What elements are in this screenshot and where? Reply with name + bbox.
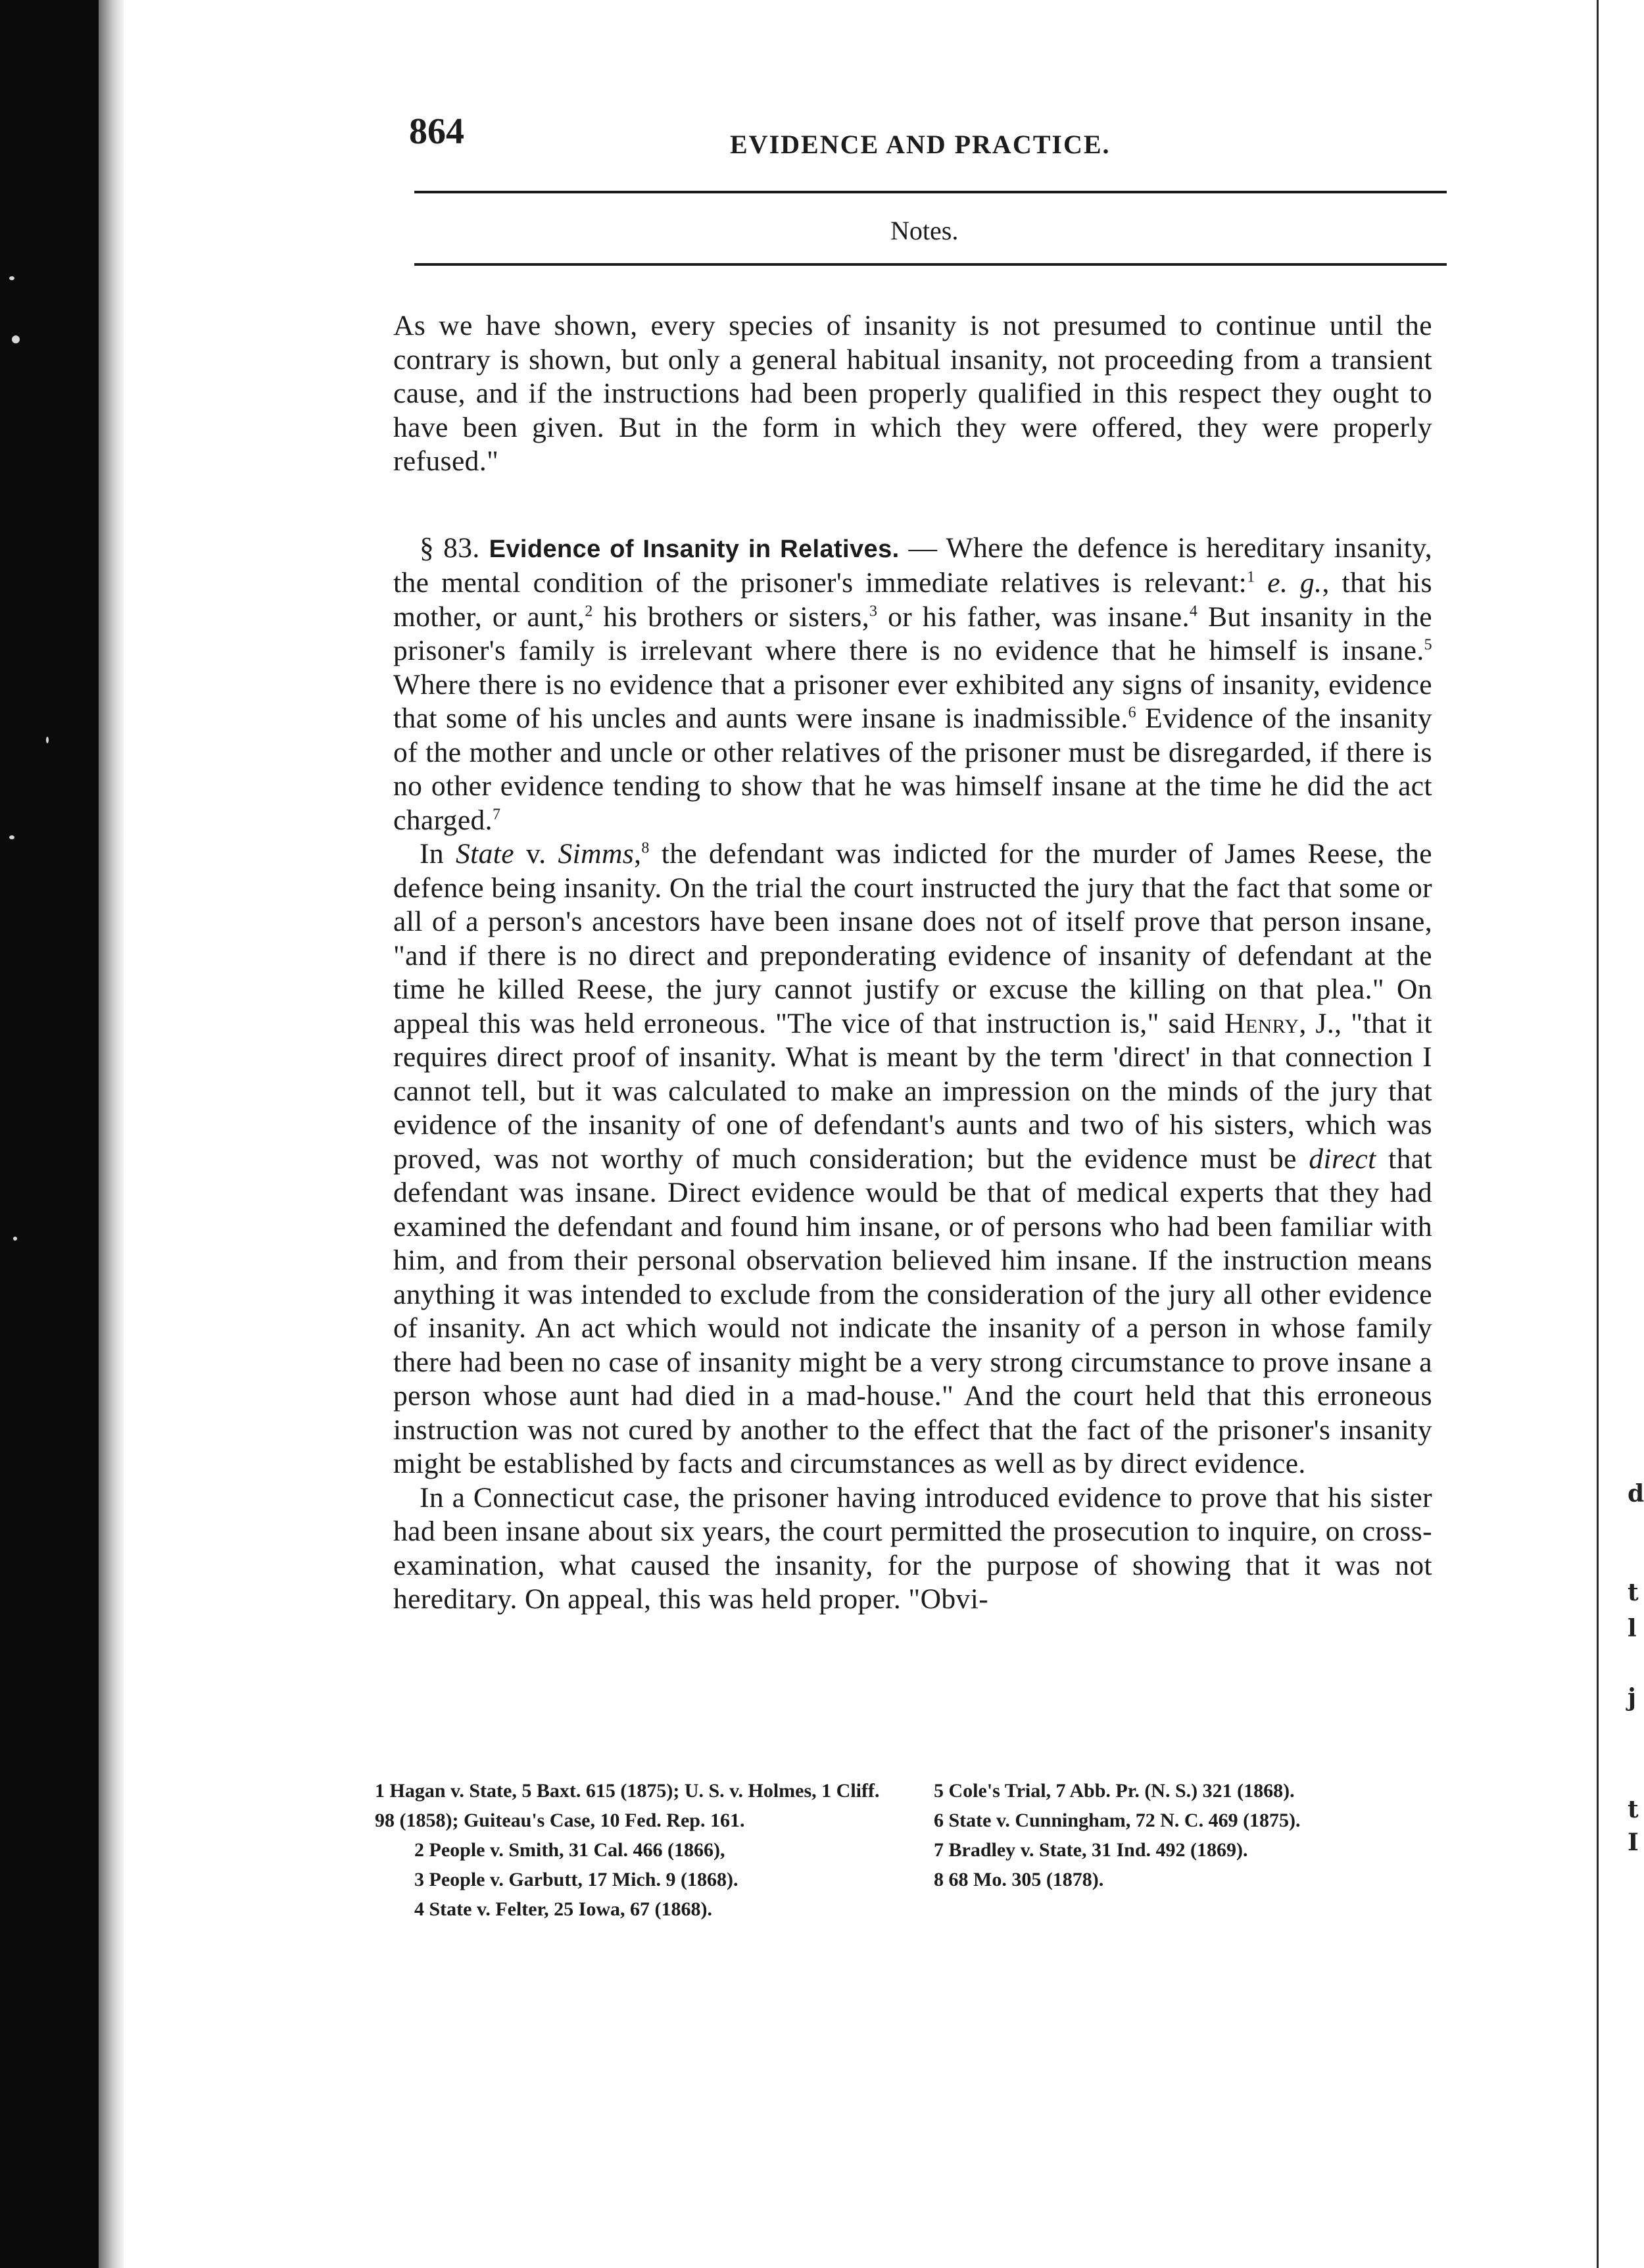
page-number: 864 (409, 111, 464, 152)
footnote: 4 State v. Felter, 25 Iowa, 67 (1868). (414, 1898, 712, 1920)
header-rule-bottom (414, 263, 1447, 266)
footnote-ref: 3 (869, 603, 878, 620)
footnote: 3 People v. Garbutt, 17 Mich. 9 (1868). (414, 1869, 738, 1890)
footnote-ref: 6 (1128, 704, 1137, 722)
footnote: 5 Cole's Trial, 7 Abb. Pr. (N. S.) 321 (1868). (934, 1780, 1295, 1802)
paragraph: As we have shown, every species of insanity is not presumed to continue until the contrary is shown, but only a general habitual insanity, not proceeding from a transient cause, and if the instructions had been properly qualified in this respect they ought to have been given. But in the form in which they were offered, they were properly refused." (393, 310, 1432, 477)
binding-gutter (99, 0, 124, 2268)
footnotes-left (375, 1776, 881, 1924)
next-page-char: I (1628, 1829, 1639, 1856)
footnote-ref: 4 (1189, 603, 1198, 620)
next-page-char: t (1628, 1579, 1639, 1606)
running-head: EVIDENCE AND PRACTICE. (730, 130, 1111, 159)
case-name: State (456, 838, 514, 870)
next-page-char: j (1628, 1684, 1637, 1712)
footnote: 6 State v. Cunningham, 72 N. C. 469 (1875). (934, 1810, 1301, 1831)
footnotes-right (934, 1776, 1460, 1894)
section-number: § 83. (420, 531, 480, 564)
judge-name: Henry (1224, 1007, 1299, 1039)
footnote-ref: 1 (1247, 568, 1255, 586)
case-name: Simms (558, 838, 635, 870)
main-text (393, 309, 1432, 1617)
next-page-char: d (1628, 1480, 1644, 1508)
footnote: 2 People v. Smith, 31 Cal. 466 (1866), (414, 1839, 725, 1861)
footnote-ref: 8 (641, 839, 650, 857)
next-page-edge (1597, 0, 1641, 2268)
next-page-char: l (1628, 1615, 1637, 1642)
header-rule-top (414, 191, 1447, 193)
footnote-ref: 7 (492, 806, 501, 823)
footnote: 1 Hagan v. State, 5 Baxt. 615 (1875); U. S. v. Holmes, 1 Cliff. 98 (1858); Guiteau's Case, 10 Fed. Rep. 161. (375, 1780, 880, 1831)
paragraph-section-83: § 83. Evidence of Insanity in Relatives. — Where the defence is hereditary insanity, the mental condition of the prisoner's immediate relatives is relevant:$^1$ e. g., that his mother, or aunt,$^2$ his brothers or sisters,$^3$ or his father, was insane.$^4$ But insanity in the prisoner's family is irrelevant where there is no evidence that he himself is insane.$^5$ Where there is no evidence that a prisoner ever exhibited any signs of insanity, evidence that some of his uncles and aunts were insane is inadmissible.$^6$ Evidence of the insanity of the mother and uncle or other relatives of the prisoner must be disregarded, if there is no other evidence tending to show that he was himself insane at the time he did the act charged.$^7$ (393, 531, 1433, 836)
next-page-char: t (1628, 1796, 1639, 1823)
paragraph: In a Connecticut case, the prisoner having introduced evidence to prove that his sister had been insane about six years, the court permitted the prosecution to inquire, on cross-examination, what caused the insanity, for the purpose of showing that it was not hereditary. On appeal, this was held proper. "Obvi- (393, 1481, 1432, 1615)
paragraph: In State v. Simms,$^8$ the defendant was indicted for the murder of James Reese, the defence being insanity. On the trial the court instructed the jury that the fact that some or all of a person's ancestors have been insane does not of itself prove that person insane, "and if there is no direct and preponderating evidence of insanity of defendant at the time he killed Reese, the jury cannot justify or excuse the killing on that plea." On appeal this was held erroneous. "The vice of that instruction is," said Henry, J., "that it requires direct proof of insanity. What is meant by the term 'direct' in that connection I cannot tell, but it was calculated to make an impression on the minds of the jury that evidence of the insanity of one of defendant's aunts and two of his sisters, which was proved, was not worthy of much consideration; but the evidence must be direct that defendant was insane. Direct evidence would be that of medical experts that they had examined the defendant and found him insane, or of persons who had been familiar with him, and from their personal observation believed him insane. If the instruction means anything it was intended to exclude from the consideration of the jury all other evidence of insanity. An act which would not indicate the insanity of a person in whose family there had been no case of insanity might be a very strong circumstance to prove insane a person whose aunt had died in a mad-house." And the court held that this erroneous instruction was not cured by another to the effect that the fact of the prisoner's insanity might be established by facts and circumstances as well as by direct evidence. (393, 838, 1432, 1479)
footnote: 7 Bradley v. State, 31 Ind. 492 (1869). (934, 1839, 1248, 1861)
section-label: Notes. (890, 216, 959, 245)
footnote-ref: 5 (1424, 636, 1432, 654)
footnote: 8 68 Mo. 305 (1878). (934, 1869, 1104, 1890)
footnote-ref: 2 (585, 603, 593, 620)
section-heading: Evidence of Insanity in Relatives. (489, 535, 900, 563)
